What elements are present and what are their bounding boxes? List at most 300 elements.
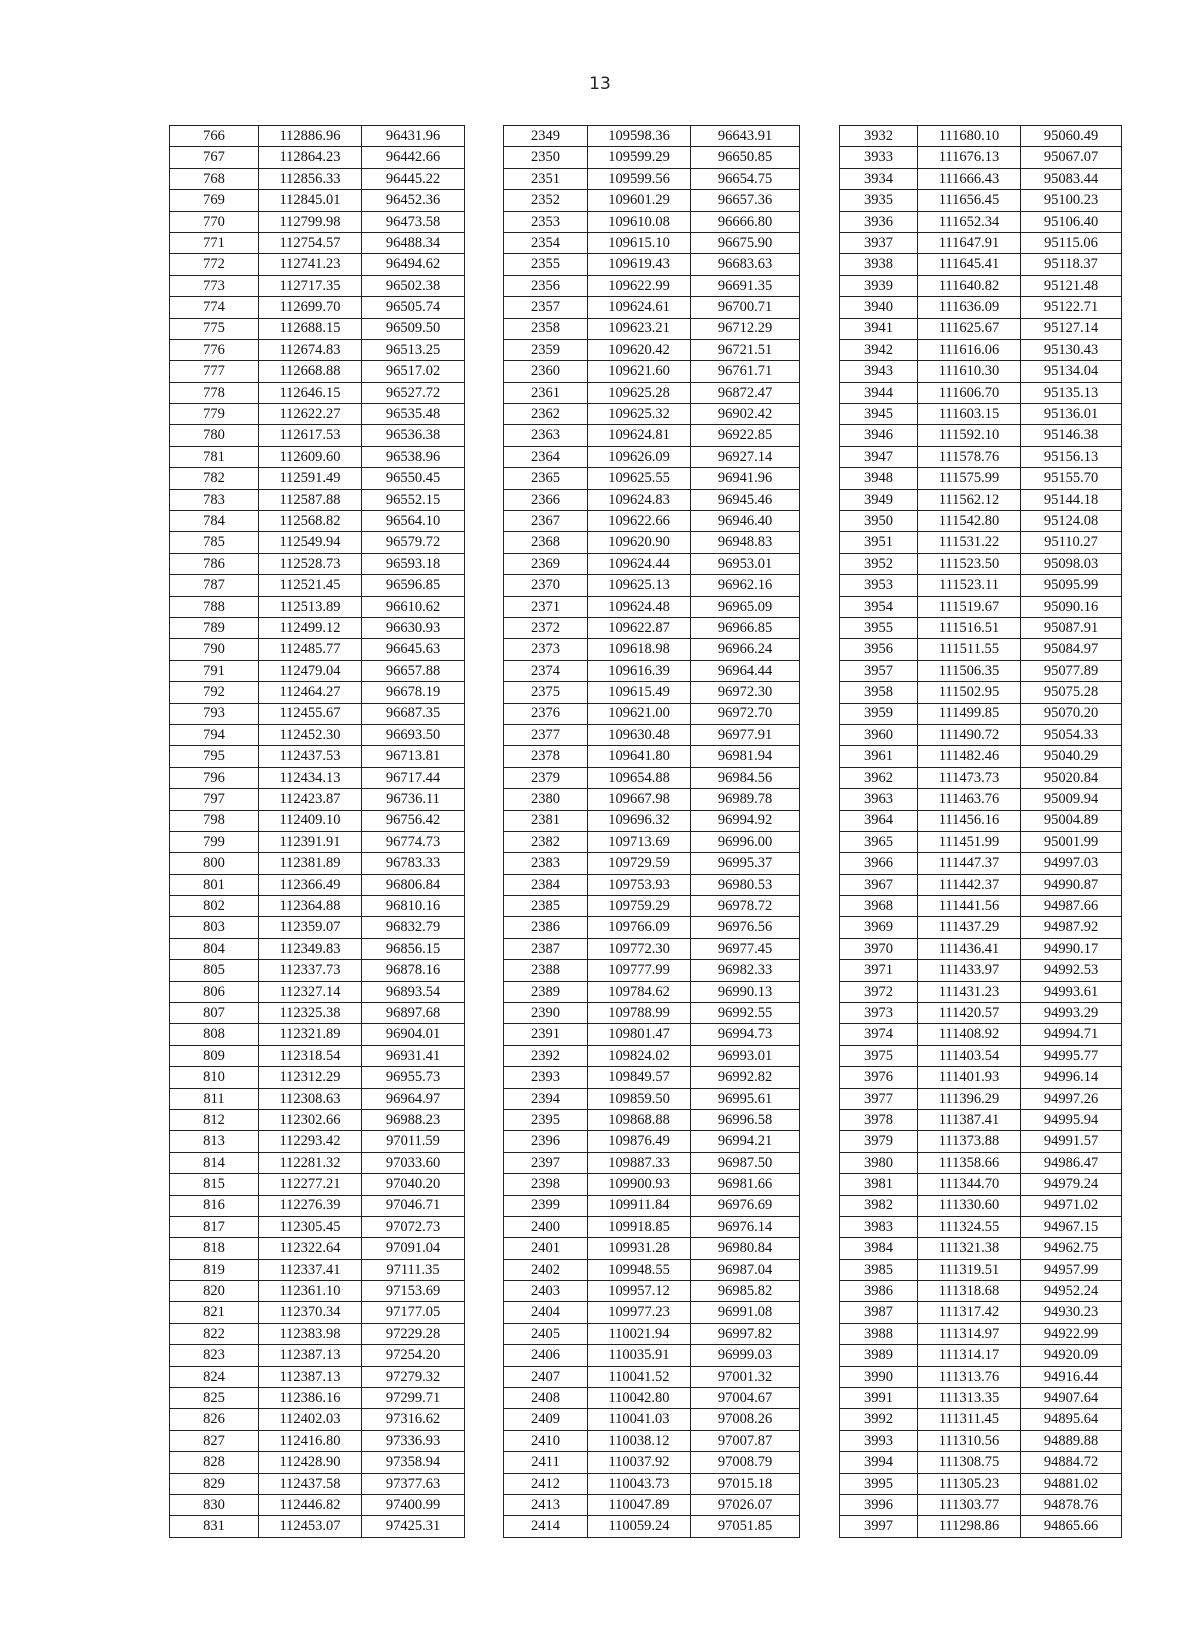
x-coordinate-cell: 112856.33 bbox=[259, 168, 362, 189]
table-row bbox=[170, 489, 465, 510]
x-coordinate-cell: 111606.70 bbox=[918, 382, 1021, 403]
x-coordinate-cell: 111578.76 bbox=[918, 446, 1021, 467]
y-coordinate-cell: 96502.38 bbox=[362, 275, 465, 296]
table-row bbox=[170, 1045, 465, 1066]
x-coordinate-cell: 112446.82 bbox=[259, 1495, 362, 1516]
x-coordinate-cell: 111311.45 bbox=[918, 1409, 1021, 1430]
x-coordinate-cell: 110047.89 bbox=[588, 1495, 691, 1516]
point-number-cell: 3950 bbox=[840, 511, 918, 532]
table-row bbox=[170, 339, 465, 360]
y-coordinate-cell: 96980.53 bbox=[691, 874, 800, 895]
point-number-cell: 786 bbox=[170, 553, 259, 574]
table-row bbox=[170, 382, 465, 403]
x-coordinate-cell: 109713.69 bbox=[588, 831, 691, 852]
y-coordinate-cell: 96964.97 bbox=[362, 1088, 465, 1109]
table-row bbox=[504, 703, 800, 724]
y-coordinate-cell: 94895.64 bbox=[1021, 1409, 1122, 1430]
table-row bbox=[840, 724, 1122, 745]
y-coordinate-cell: 96978.72 bbox=[691, 896, 800, 917]
x-coordinate-cell: 112437.53 bbox=[259, 746, 362, 767]
y-coordinate-cell: 95156.13 bbox=[1021, 446, 1122, 467]
y-coordinate-cell: 97007.87 bbox=[691, 1430, 800, 1451]
y-coordinate-cell: 95077.89 bbox=[1021, 660, 1122, 681]
y-coordinate-cell: 97011.59 bbox=[362, 1131, 465, 1152]
y-coordinate-cell: 94987.66 bbox=[1021, 896, 1122, 917]
point-number-cell: 3955 bbox=[840, 617, 918, 638]
x-coordinate-cell: 112387.13 bbox=[259, 1345, 362, 1366]
y-coordinate-cell: 95001.99 bbox=[1021, 831, 1122, 852]
x-coordinate-cell: 112391.91 bbox=[259, 831, 362, 852]
y-coordinate-cell: 96550.45 bbox=[362, 468, 465, 489]
point-number-cell: 3982 bbox=[840, 1195, 918, 1216]
table-row bbox=[170, 1323, 465, 1344]
point-number-cell: 801 bbox=[170, 874, 259, 895]
table-row bbox=[840, 532, 1122, 553]
point-number-cell: 820 bbox=[170, 1281, 259, 1302]
x-coordinate-cell: 109625.28 bbox=[588, 382, 691, 403]
point-number-cell: 3952 bbox=[840, 553, 918, 574]
y-coordinate-cell: 96878.16 bbox=[362, 960, 465, 981]
y-coordinate-cell: 96666.80 bbox=[691, 211, 800, 232]
point-number-cell: 3981 bbox=[840, 1174, 918, 1195]
table-row bbox=[504, 682, 800, 703]
table-row bbox=[170, 468, 465, 489]
x-coordinate-cell: 112305.45 bbox=[259, 1216, 362, 1237]
point-number-cell: 2377 bbox=[504, 724, 588, 745]
point-number-cell: 3943 bbox=[840, 361, 918, 382]
table-row bbox=[504, 917, 800, 938]
x-coordinate-cell: 112434.13 bbox=[259, 767, 362, 788]
point-number-cell: 2405 bbox=[504, 1323, 588, 1344]
x-coordinate-cell: 111502.95 bbox=[918, 682, 1021, 703]
point-number-cell: 3948 bbox=[840, 468, 918, 489]
table-row bbox=[504, 981, 800, 1002]
x-coordinate-cell: 111603.15 bbox=[918, 404, 1021, 425]
x-coordinate-cell: 109887.33 bbox=[588, 1152, 691, 1173]
table-row bbox=[840, 1045, 1122, 1066]
point-number-cell: 2355 bbox=[504, 254, 588, 275]
y-coordinate-cell: 94920.09 bbox=[1021, 1345, 1122, 1366]
point-number-cell: 2389 bbox=[504, 981, 588, 1002]
x-coordinate-cell: 109753.93 bbox=[588, 874, 691, 895]
y-coordinate-cell: 96761.71 bbox=[691, 361, 800, 382]
x-coordinate-cell: 111542.80 bbox=[918, 511, 1021, 532]
y-coordinate-cell: 95075.28 bbox=[1021, 682, 1122, 703]
y-coordinate-cell: 96991.08 bbox=[691, 1302, 800, 1323]
table-row bbox=[504, 382, 800, 403]
table-row bbox=[504, 446, 800, 467]
x-coordinate-cell: 109957.12 bbox=[588, 1281, 691, 1302]
point-number-cell: 2407 bbox=[504, 1366, 588, 1387]
table-row bbox=[170, 1495, 465, 1516]
y-coordinate-cell: 96442.66 bbox=[362, 147, 465, 168]
point-number-cell: 3971 bbox=[840, 960, 918, 981]
table-row bbox=[840, 831, 1122, 852]
x-coordinate-cell: 111516.51 bbox=[918, 617, 1021, 638]
x-coordinate-cell: 112513.89 bbox=[259, 596, 362, 617]
point-number-cell: 2354 bbox=[504, 232, 588, 253]
table-row bbox=[504, 318, 800, 339]
table-row bbox=[170, 1131, 465, 1152]
point-number-cell: 2352 bbox=[504, 190, 588, 211]
x-coordinate-cell: 109729.59 bbox=[588, 853, 691, 874]
table-row bbox=[504, 425, 800, 446]
y-coordinate-cell: 96687.35 bbox=[362, 703, 465, 724]
table-row bbox=[840, 1088, 1122, 1109]
table-row bbox=[504, 810, 800, 831]
table-row bbox=[170, 190, 465, 211]
point-number-cell: 831 bbox=[170, 1516, 259, 1537]
x-coordinate-cell: 111401.93 bbox=[918, 1067, 1021, 1088]
x-coordinate-cell: 111625.67 bbox=[918, 318, 1021, 339]
table-row bbox=[170, 639, 465, 660]
point-number-cell: 2364 bbox=[504, 446, 588, 467]
table-row bbox=[504, 1067, 800, 1088]
table-row bbox=[840, 1495, 1122, 1516]
y-coordinate-cell: 96948.83 bbox=[691, 532, 800, 553]
x-coordinate-cell: 112281.32 bbox=[259, 1152, 362, 1173]
x-coordinate-cell: 109766.09 bbox=[588, 917, 691, 938]
point-number-cell: 3991 bbox=[840, 1388, 918, 1409]
point-number-cell: 3942 bbox=[840, 339, 918, 360]
y-coordinate-cell: 97008.26 bbox=[691, 1409, 800, 1430]
table-row bbox=[170, 425, 465, 446]
point-number-cell: 3962 bbox=[840, 767, 918, 788]
point-number-cell: 2386 bbox=[504, 917, 588, 938]
x-coordinate-cell: 111436.41 bbox=[918, 938, 1021, 959]
table-row bbox=[504, 1409, 800, 1430]
x-coordinate-cell: 111463.76 bbox=[918, 789, 1021, 810]
x-coordinate-cell: 112386.16 bbox=[259, 1388, 362, 1409]
y-coordinate-cell: 96985.82 bbox=[691, 1281, 800, 1302]
y-coordinate-cell: 96538.96 bbox=[362, 446, 465, 467]
point-number-cell: 2392 bbox=[504, 1045, 588, 1066]
table-row bbox=[840, 1109, 1122, 1130]
y-coordinate-cell: 94993.29 bbox=[1021, 1003, 1122, 1024]
x-coordinate-cell: 112277.21 bbox=[259, 1174, 362, 1195]
y-coordinate-cell: 96473.58 bbox=[362, 211, 465, 232]
y-coordinate-cell: 96579.72 bbox=[362, 532, 465, 553]
table-row bbox=[840, 617, 1122, 638]
y-coordinate-cell: 96992.82 bbox=[691, 1067, 800, 1088]
y-coordinate-cell: 96955.73 bbox=[362, 1067, 465, 1088]
y-coordinate-cell: 96596.85 bbox=[362, 575, 465, 596]
y-coordinate-cell: 97004.67 bbox=[691, 1388, 800, 1409]
y-coordinate-cell: 96445.22 bbox=[362, 168, 465, 189]
point-number-cell: 3992 bbox=[840, 1409, 918, 1430]
point-number-cell: 2367 bbox=[504, 511, 588, 532]
point-number-cell: 796 bbox=[170, 767, 259, 788]
y-coordinate-cell: 96982.33 bbox=[691, 960, 800, 981]
y-coordinate-cell: 97026.07 bbox=[691, 1495, 800, 1516]
x-coordinate-cell: 111531.22 bbox=[918, 532, 1021, 553]
table-row bbox=[170, 1366, 465, 1387]
table-row bbox=[170, 1067, 465, 1088]
table-row bbox=[170, 1388, 465, 1409]
y-coordinate-cell: 96962.16 bbox=[691, 575, 800, 596]
table-row bbox=[840, 468, 1122, 489]
x-coordinate-cell: 111592.10 bbox=[918, 425, 1021, 446]
point-number-cell: 2411 bbox=[504, 1452, 588, 1473]
x-coordinate-cell: 109931.28 bbox=[588, 1238, 691, 1259]
table-row bbox=[170, 810, 465, 831]
x-coordinate-cell: 110038.12 bbox=[588, 1430, 691, 1451]
point-number-cell: 2399 bbox=[504, 1195, 588, 1216]
x-coordinate-cell: 111313.76 bbox=[918, 1366, 1021, 1387]
table-row bbox=[840, 938, 1122, 959]
table-row bbox=[504, 1345, 800, 1366]
point-number-cell: 804 bbox=[170, 938, 259, 959]
x-coordinate-cell: 111408.92 bbox=[918, 1024, 1021, 1045]
y-coordinate-cell: 97358.94 bbox=[362, 1452, 465, 1473]
x-coordinate-cell: 109610.08 bbox=[588, 211, 691, 232]
table-row bbox=[840, 232, 1122, 253]
y-coordinate-cell: 95070.20 bbox=[1021, 703, 1122, 724]
table-row bbox=[840, 1003, 1122, 1024]
y-coordinate-cell: 96645.63 bbox=[362, 639, 465, 660]
y-coordinate-cell: 95009.94 bbox=[1021, 789, 1122, 810]
y-coordinate-cell: 95122.71 bbox=[1021, 297, 1122, 318]
x-coordinate-cell: 111403.54 bbox=[918, 1045, 1021, 1066]
table-row bbox=[170, 767, 465, 788]
point-number-cell: 2357 bbox=[504, 297, 588, 318]
x-coordinate-cell: 111523.50 bbox=[918, 553, 1021, 574]
y-coordinate-cell: 96893.54 bbox=[362, 981, 465, 1002]
y-coordinate-cell: 96976.69 bbox=[691, 1195, 800, 1216]
y-coordinate-cell: 96494.62 bbox=[362, 254, 465, 275]
y-coordinate-cell: 96990.13 bbox=[691, 981, 800, 1002]
x-coordinate-cell: 112674.83 bbox=[259, 339, 362, 360]
table-row bbox=[840, 168, 1122, 189]
y-coordinate-cell: 96678.19 bbox=[362, 682, 465, 703]
table-row bbox=[504, 404, 800, 425]
y-coordinate-cell: 96756.42 bbox=[362, 810, 465, 831]
point-number-cell: 2384 bbox=[504, 874, 588, 895]
point-number-cell: 3958 bbox=[840, 682, 918, 703]
point-number-cell: 768 bbox=[170, 168, 259, 189]
x-coordinate-cell: 112387.13 bbox=[259, 1366, 362, 1387]
y-coordinate-cell: 96806.84 bbox=[362, 874, 465, 895]
y-coordinate-cell: 94865.66 bbox=[1021, 1516, 1122, 1537]
table-row bbox=[170, 1195, 465, 1216]
x-coordinate-cell: 112699.70 bbox=[259, 297, 362, 318]
table-row bbox=[504, 1088, 800, 1109]
x-coordinate-cell: 112668.88 bbox=[259, 361, 362, 382]
point-number-cell: 821 bbox=[170, 1302, 259, 1323]
y-coordinate-cell: 97425.31 bbox=[362, 1516, 465, 1537]
x-coordinate-cell: 112609.60 bbox=[259, 446, 362, 467]
table-row bbox=[840, 1195, 1122, 1216]
x-coordinate-cell: 112337.41 bbox=[259, 1259, 362, 1280]
table-row bbox=[170, 1109, 465, 1130]
y-coordinate-cell: 95040.29 bbox=[1021, 746, 1122, 767]
y-coordinate-cell: 96981.94 bbox=[691, 746, 800, 767]
x-coordinate-cell: 110043.73 bbox=[588, 1473, 691, 1494]
table-row bbox=[170, 318, 465, 339]
table-row bbox=[840, 1067, 1122, 1088]
x-coordinate-cell: 112321.89 bbox=[259, 1024, 362, 1045]
point-number-cell: 802 bbox=[170, 896, 259, 917]
x-coordinate-cell: 109624.61 bbox=[588, 297, 691, 318]
point-number-cell: 3945 bbox=[840, 404, 918, 425]
y-coordinate-cell: 95127.14 bbox=[1021, 318, 1122, 339]
x-coordinate-cell: 112322.64 bbox=[259, 1238, 362, 1259]
y-coordinate-cell: 95115.06 bbox=[1021, 232, 1122, 253]
x-coordinate-cell: 111420.57 bbox=[918, 1003, 1021, 1024]
table-row bbox=[504, 361, 800, 382]
point-number-cell: 3974 bbox=[840, 1024, 918, 1045]
point-number-cell: 3944 bbox=[840, 382, 918, 403]
point-number-cell: 827 bbox=[170, 1430, 259, 1451]
point-number-cell: 3983 bbox=[840, 1216, 918, 1237]
y-coordinate-cell: 95020.84 bbox=[1021, 767, 1122, 788]
x-coordinate-cell: 109977.23 bbox=[588, 1302, 691, 1323]
x-coordinate-cell: 109759.29 bbox=[588, 896, 691, 917]
x-coordinate-cell: 111318.68 bbox=[918, 1281, 1021, 1302]
x-coordinate-cell: 112366.49 bbox=[259, 874, 362, 895]
x-coordinate-cell: 111442.37 bbox=[918, 874, 1021, 895]
coordinates-table-3 bbox=[839, 125, 1122, 1538]
x-coordinate-cell: 112521.45 bbox=[259, 575, 362, 596]
point-number-cell: 2393 bbox=[504, 1067, 588, 1088]
table-row bbox=[170, 575, 465, 596]
table-row bbox=[504, 767, 800, 788]
y-coordinate-cell: 97033.60 bbox=[362, 1152, 465, 1173]
table-row bbox=[504, 1495, 800, 1516]
table-row bbox=[840, 1388, 1122, 1409]
x-coordinate-cell: 112864.23 bbox=[259, 147, 362, 168]
table-row bbox=[840, 596, 1122, 617]
y-coordinate-cell: 94979.24 bbox=[1021, 1174, 1122, 1195]
x-coordinate-cell: 112359.07 bbox=[259, 917, 362, 938]
point-number-cell: 3988 bbox=[840, 1323, 918, 1344]
y-coordinate-cell: 96994.73 bbox=[691, 1024, 800, 1045]
point-number-cell: 800 bbox=[170, 853, 259, 874]
point-number-cell: 823 bbox=[170, 1345, 259, 1366]
y-coordinate-cell: 95144.18 bbox=[1021, 489, 1122, 510]
table-row bbox=[170, 1409, 465, 1430]
y-coordinate-cell: 95095.99 bbox=[1021, 575, 1122, 596]
table-row bbox=[840, 874, 1122, 895]
point-number-cell: 830 bbox=[170, 1495, 259, 1516]
x-coordinate-cell: 111676.13 bbox=[918, 147, 1021, 168]
y-coordinate-cell: 96593.18 bbox=[362, 553, 465, 574]
y-coordinate-cell: 95054.33 bbox=[1021, 724, 1122, 745]
point-number-cell: 2350 bbox=[504, 147, 588, 168]
y-coordinate-cell: 95004.89 bbox=[1021, 810, 1122, 831]
y-coordinate-cell: 96927.14 bbox=[691, 446, 800, 467]
table-row bbox=[170, 232, 465, 253]
x-coordinate-cell: 112587.88 bbox=[259, 489, 362, 510]
y-coordinate-cell: 96976.56 bbox=[691, 917, 800, 938]
x-coordinate-cell: 109599.56 bbox=[588, 168, 691, 189]
point-number-cell: 817 bbox=[170, 1216, 259, 1237]
y-coordinate-cell: 97400.99 bbox=[362, 1495, 465, 1516]
y-coordinate-cell: 97111.35 bbox=[362, 1259, 465, 1280]
table-row bbox=[170, 853, 465, 874]
x-coordinate-cell: 111451.99 bbox=[918, 831, 1021, 852]
x-coordinate-cell: 110059.24 bbox=[588, 1516, 691, 1537]
x-coordinate-cell: 109696.32 bbox=[588, 810, 691, 831]
x-coordinate-cell: 112318.54 bbox=[259, 1045, 362, 1066]
point-number-cell: 785 bbox=[170, 532, 259, 553]
point-number-cell: 2406 bbox=[504, 1345, 588, 1366]
y-coordinate-cell: 96995.37 bbox=[691, 853, 800, 874]
y-coordinate-cell: 96650.85 bbox=[691, 147, 800, 168]
point-number-cell: 829 bbox=[170, 1473, 259, 1494]
point-number-cell: 2381 bbox=[504, 810, 588, 831]
x-coordinate-cell: 109621.60 bbox=[588, 361, 691, 382]
table-row bbox=[840, 1452, 1122, 1473]
x-coordinate-cell: 111308.75 bbox=[918, 1452, 1021, 1473]
y-coordinate-cell: 94916.44 bbox=[1021, 1366, 1122, 1387]
point-number-cell: 2370 bbox=[504, 575, 588, 596]
y-coordinate-cell: 96509.50 bbox=[362, 318, 465, 339]
table-row bbox=[170, 682, 465, 703]
x-coordinate-cell: 112361.10 bbox=[259, 1281, 362, 1302]
point-number-cell: 3935 bbox=[840, 190, 918, 211]
x-coordinate-cell: 109624.44 bbox=[588, 553, 691, 574]
y-coordinate-cell: 96987.50 bbox=[691, 1152, 800, 1173]
y-coordinate-cell: 97377.63 bbox=[362, 1473, 465, 1494]
point-number-cell: 783 bbox=[170, 489, 259, 510]
table-row bbox=[170, 297, 465, 318]
table-row bbox=[504, 1152, 800, 1173]
point-number-cell: 770 bbox=[170, 211, 259, 232]
table-row bbox=[840, 789, 1122, 810]
point-number-cell: 2373 bbox=[504, 639, 588, 660]
y-coordinate-cell: 94971.02 bbox=[1021, 1195, 1122, 1216]
table-row bbox=[840, 147, 1122, 168]
x-coordinate-cell: 109788.99 bbox=[588, 1003, 691, 1024]
table-row bbox=[504, 232, 800, 253]
x-coordinate-cell: 109624.83 bbox=[588, 489, 691, 510]
point-number-cell: 2380 bbox=[504, 789, 588, 810]
table-row bbox=[840, 297, 1122, 318]
x-coordinate-cell: 109849.57 bbox=[588, 1067, 691, 1088]
y-coordinate-cell: 97001.32 bbox=[691, 1366, 800, 1387]
y-coordinate-cell: 95155.70 bbox=[1021, 468, 1122, 489]
table-row bbox=[504, 1238, 800, 1259]
table-row bbox=[840, 960, 1122, 981]
x-coordinate-cell: 111305.23 bbox=[918, 1473, 1021, 1494]
table-row bbox=[840, 1152, 1122, 1173]
point-number-cell: 3994 bbox=[840, 1452, 918, 1473]
table-row bbox=[504, 1195, 800, 1216]
point-number-cell: 774 bbox=[170, 297, 259, 318]
point-number-cell: 3940 bbox=[840, 297, 918, 318]
table-row bbox=[170, 917, 465, 938]
table-row bbox=[170, 1088, 465, 1109]
point-number-cell: 3946 bbox=[840, 425, 918, 446]
table-row bbox=[504, 190, 800, 211]
point-number-cell: 777 bbox=[170, 361, 259, 382]
y-coordinate-cell: 96941.96 bbox=[691, 468, 800, 489]
table-row bbox=[840, 318, 1122, 339]
x-coordinate-cell: 112617.53 bbox=[259, 425, 362, 446]
x-coordinate-cell: 109622.99 bbox=[588, 275, 691, 296]
y-coordinate-cell: 96691.35 bbox=[691, 275, 800, 296]
y-coordinate-cell: 95146.38 bbox=[1021, 425, 1122, 446]
x-coordinate-cell: 112312.29 bbox=[259, 1067, 362, 1088]
point-number-cell: 2412 bbox=[504, 1473, 588, 1494]
table-row bbox=[504, 1259, 800, 1280]
table-row bbox=[840, 703, 1122, 724]
point-number-cell: 3976 bbox=[840, 1067, 918, 1088]
x-coordinate-cell: 109620.42 bbox=[588, 339, 691, 360]
point-number-cell: 2395 bbox=[504, 1109, 588, 1130]
x-coordinate-cell: 111319.51 bbox=[918, 1259, 1021, 1280]
